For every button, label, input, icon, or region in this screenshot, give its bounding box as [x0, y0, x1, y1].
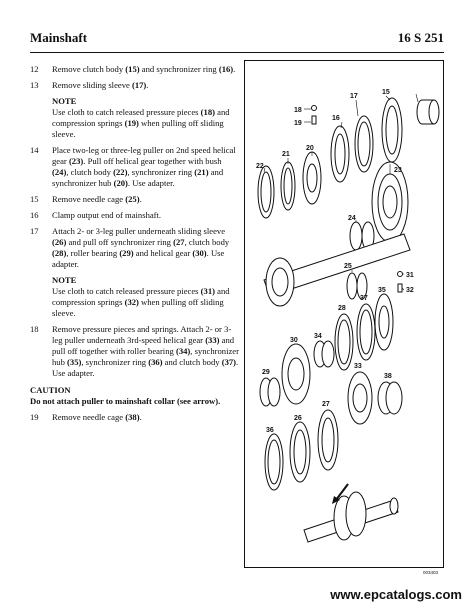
step-text: Remove clutch body (15) and synchronizer ring (16).	[52, 64, 236, 74]
diagram-label: 20	[306, 145, 314, 152]
part-17-sliding-sleeve	[331, 126, 349, 182]
diagram-label: 15	[382, 89, 390, 96]
diagram-label: 24	[348, 215, 356, 222]
header-rule	[30, 52, 444, 53]
diagram-label: 26	[294, 415, 302, 422]
caution-heading: CAUTION	[30, 385, 71, 395]
diagram-label: 33	[354, 363, 362, 370]
exploded-view-diagram	[244, 60, 444, 568]
diagram-label: 19	[294, 120, 302, 127]
part-rightmost-ring	[417, 100, 439, 124]
procedure-step	[30, 64, 240, 75]
part-20-synchronizer-hub	[303, 152, 321, 204]
part-36-synchronizer-ring	[265, 434, 283, 490]
procedure-step	[30, 412, 240, 423]
page-header	[30, 30, 444, 48]
note-block	[30, 96, 240, 140]
procedure-step	[30, 194, 240, 205]
part-37-clutch-body	[357, 304, 375, 360]
caution-text: Do not attach puller to mainshaft collar (see arrow).	[30, 396, 221, 406]
step-text: Use cloth to catch released pressure pieces (18) and compression springs (19) when pulling off sliding sleeve.	[52, 107, 230, 139]
diagram-label: 23	[394, 167, 402, 174]
step-text: Clamp output end of mainshaft.	[52, 210, 162, 220]
part-16-synchronizer-ring	[355, 116, 373, 172]
part-38-needle-cage	[378, 382, 402, 414]
step-number: 15	[30, 194, 39, 204]
step-text: Place two-leg or three-leg puller on 2nd speed helical gear (23). Pull off helical gear together with bush (24), clutch body (22), synchronizer ring (21) and synchronizer hub (20). Use adapter.	[52, 145, 236, 188]
procedure-step	[30, 210, 240, 221]
procedure-step	[30, 145, 240, 189]
part-31-32-pressure-piece	[398, 272, 403, 293]
caution-block	[30, 385, 240, 407]
diagram-label: 22	[256, 163, 264, 170]
diagram-label: 32	[406, 287, 414, 294]
note-block	[30, 275, 240, 319]
part-30-helical-gear	[282, 344, 310, 404]
diagram-label: 21	[282, 151, 290, 158]
note-heading: NOTE	[52, 96, 77, 106]
part-26-sliding-sleeve	[290, 422, 310, 482]
diagram-label: 18	[294, 107, 302, 114]
diagram-label: 29	[262, 369, 270, 376]
step-number: 13	[30, 80, 39, 90]
section-title: Mainshaft	[30, 30, 88, 45]
document-code: 16 S 251	[397, 30, 444, 45]
step-text: Attach 2- or 3-leg puller underneath sliding sleeve (26) and pull off synchronizer ring (27, clutch body (28), roller bearing (29) and helical gear (30). Use adapter.	[52, 226, 230, 269]
part-18-19-pressure-piece	[312, 106, 317, 125]
procedure-step	[30, 324, 240, 379]
step-text: Remove sliding sleeve (17).	[52, 80, 149, 90]
diagram-label: 30	[290, 337, 298, 344]
step-text: Use cloth to catch released pressure pieces (31) and compression springs (32) when pulling off sliding sleeve.	[52, 286, 230, 318]
part-22-clutch-body	[258, 166, 274, 218]
step-number: 16	[30, 210, 39, 220]
part-27-synchronizer-ring	[318, 410, 338, 470]
part-29-roller-bearing	[260, 378, 280, 406]
step-number: 17	[30, 226, 39, 236]
diagram-label: 17	[350, 93, 358, 100]
procedure-steps	[30, 64, 240, 428]
procedure-step	[30, 80, 240, 91]
part-21-synchronizer-ring	[281, 162, 295, 210]
diagram-label: 28	[338, 305, 346, 312]
diagram-label: 34	[314, 333, 322, 340]
diagram-label: 35	[378, 287, 386, 294]
step-text: Remove needle cage (38).	[52, 412, 142, 422]
diagram-label: 25	[344, 263, 352, 270]
lower-shaft	[304, 492, 398, 542]
part-35-synchronizer-hub	[375, 294, 393, 350]
diagram-label: 27	[322, 401, 330, 408]
diagram-label: 16	[332, 115, 340, 122]
part-28-clutch-body	[335, 314, 353, 370]
step-number: 14	[30, 145, 39, 155]
step-text: Remove needle cage (25).	[52, 194, 142, 204]
diagram-label: 31	[406, 272, 414, 279]
watermark: www.epcatalogs.com	[330, 587, 462, 602]
step-number: 12	[30, 64, 39, 74]
step-text: Remove pressure pieces and springs. Attach 2- or 3-leg puller underneath 3rd-speed helical gear (33) and pull off together with roller bearing (34), synchronizer hub (35), synchronizer ring (36) and clutch body (37). Use adapter.	[52, 324, 239, 378]
diagram-label: 36	[266, 427, 274, 434]
part-33-helical-gear	[348, 372, 372, 424]
figure-code: 003403	[422, 570, 438, 575]
note-heading: NOTE	[52, 275, 77, 285]
part-15-clutch-body	[382, 98, 402, 162]
step-number: 19	[30, 412, 39, 422]
mainshaft	[264, 234, 410, 306]
procedure-step	[30, 226, 240, 270]
diagram-label: 37	[360, 295, 368, 302]
diagram-label: 38	[384, 373, 392, 380]
part-34-roller-bearing	[314, 341, 334, 367]
step-number: 18	[30, 324, 39, 334]
